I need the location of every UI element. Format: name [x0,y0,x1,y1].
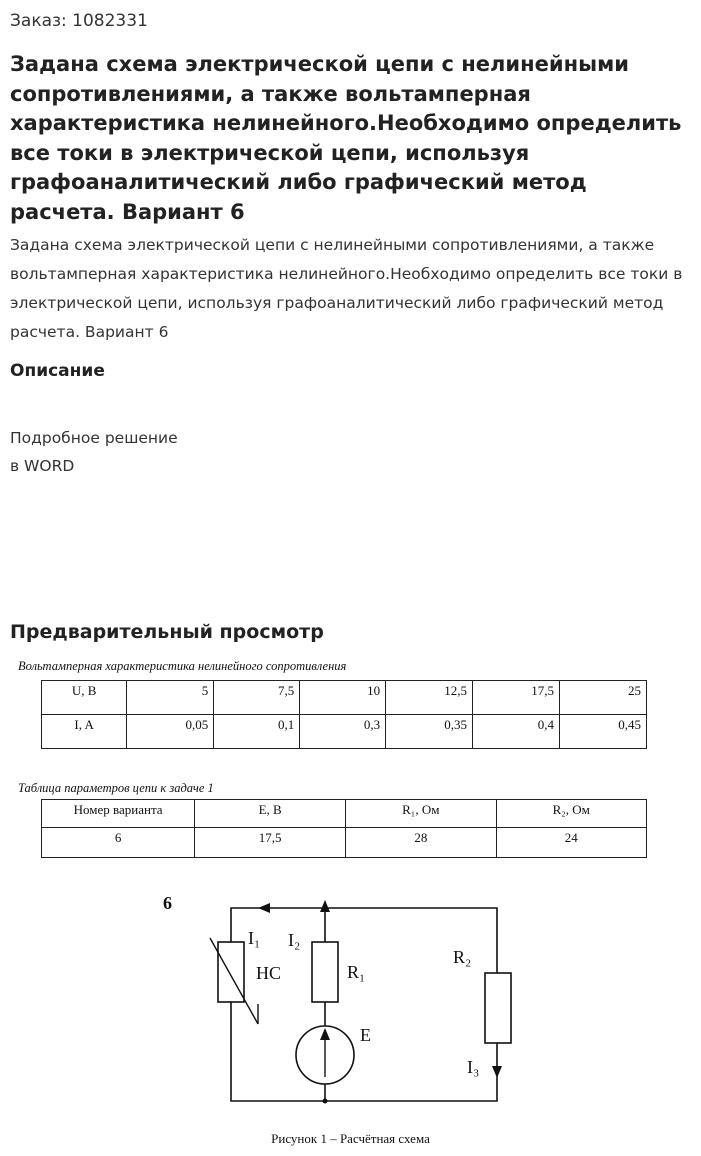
current-arrow-down-icon [492,1066,502,1078]
page-title: Задана схема электрической цепи с нелинейными сопротивлениями, а также вольтамперная характеристика нелинейного.Необходимо определить все токи в электрической цепи, используя графоаналитический либо графический метод расчета. Вариант 6 [10,52,682,224]
table-header-cell: R₂, Ом [496,800,646,828]
table-cell: 17,5 [195,828,346,858]
variant-label: 6 [163,893,172,913]
table-cell: I, A [42,715,127,749]
table-cell: U, В [42,681,127,715]
table-cell: 6 [42,828,195,858]
label-i1: I₁ [248,928,261,948]
table-cell: 10 [300,681,386,715]
table-cell: 0,4 [473,715,560,749]
table-cell: 0,1 [214,715,300,749]
task-description: Задана схема электрической цепи с нелинейными сопротивлениями, а также вольтамперная характеристика нелинейного.Необходимо определить все токи в электрической цепи, используя графоаналитический либо графический метод расчета. Вариант 6 [10,236,683,341]
table-cell: 28 [346,828,496,858]
circuit-node [323,1099,328,1104]
table-cell: 0,35 [386,715,473,749]
label-e: E [360,1025,371,1045]
table-cell: 24 [496,828,646,858]
table-header-cell: E, В [195,800,346,828]
order-number: Заказ: 1082331 [10,11,148,31]
description-line-2: в WORD [10,457,75,475]
resistor-r2 [485,973,511,1043]
table-cell: 5 [127,681,214,715]
preview-heading: Предварительный просмотр [10,621,324,643]
resistor-r1 [312,942,338,1002]
table-cell: 17,5 [473,681,560,715]
table-cell: 0,45 [559,715,646,749]
label-r1: R₁ [347,962,366,982]
description-heading: Описание [10,361,105,381]
table-cell: 0,05 [127,715,214,749]
current-arrow-left-icon [258,903,270,913]
params-table-caption: Таблица параметров цепи к задаче 1 [18,781,214,795]
label-i3: I₃ [467,1057,480,1077]
figure-caption: Рисунок 1 – Расчётная схема [271,1131,430,1146]
label-r2: R₂ [453,947,472,967]
table-header-cell: Номер варианта [42,800,195,828]
table-cell: 12,5 [386,681,473,715]
table-cell: 7,5 [214,681,300,715]
label-i2: I₂ [288,930,301,950]
circuit-wire-loop [231,908,497,1101]
description-line-1: Подробное решение [10,429,178,447]
circuit-node [323,906,328,911]
label-hc: НС [256,963,282,983]
table-header-cell: R₁, Ом [346,800,496,828]
table-cell: 25 [559,681,646,715]
table-cell: 0,3 [300,715,386,749]
vac-table-caption: Вольтамперная характеристика нелинейного сопротивления [18,659,347,673]
